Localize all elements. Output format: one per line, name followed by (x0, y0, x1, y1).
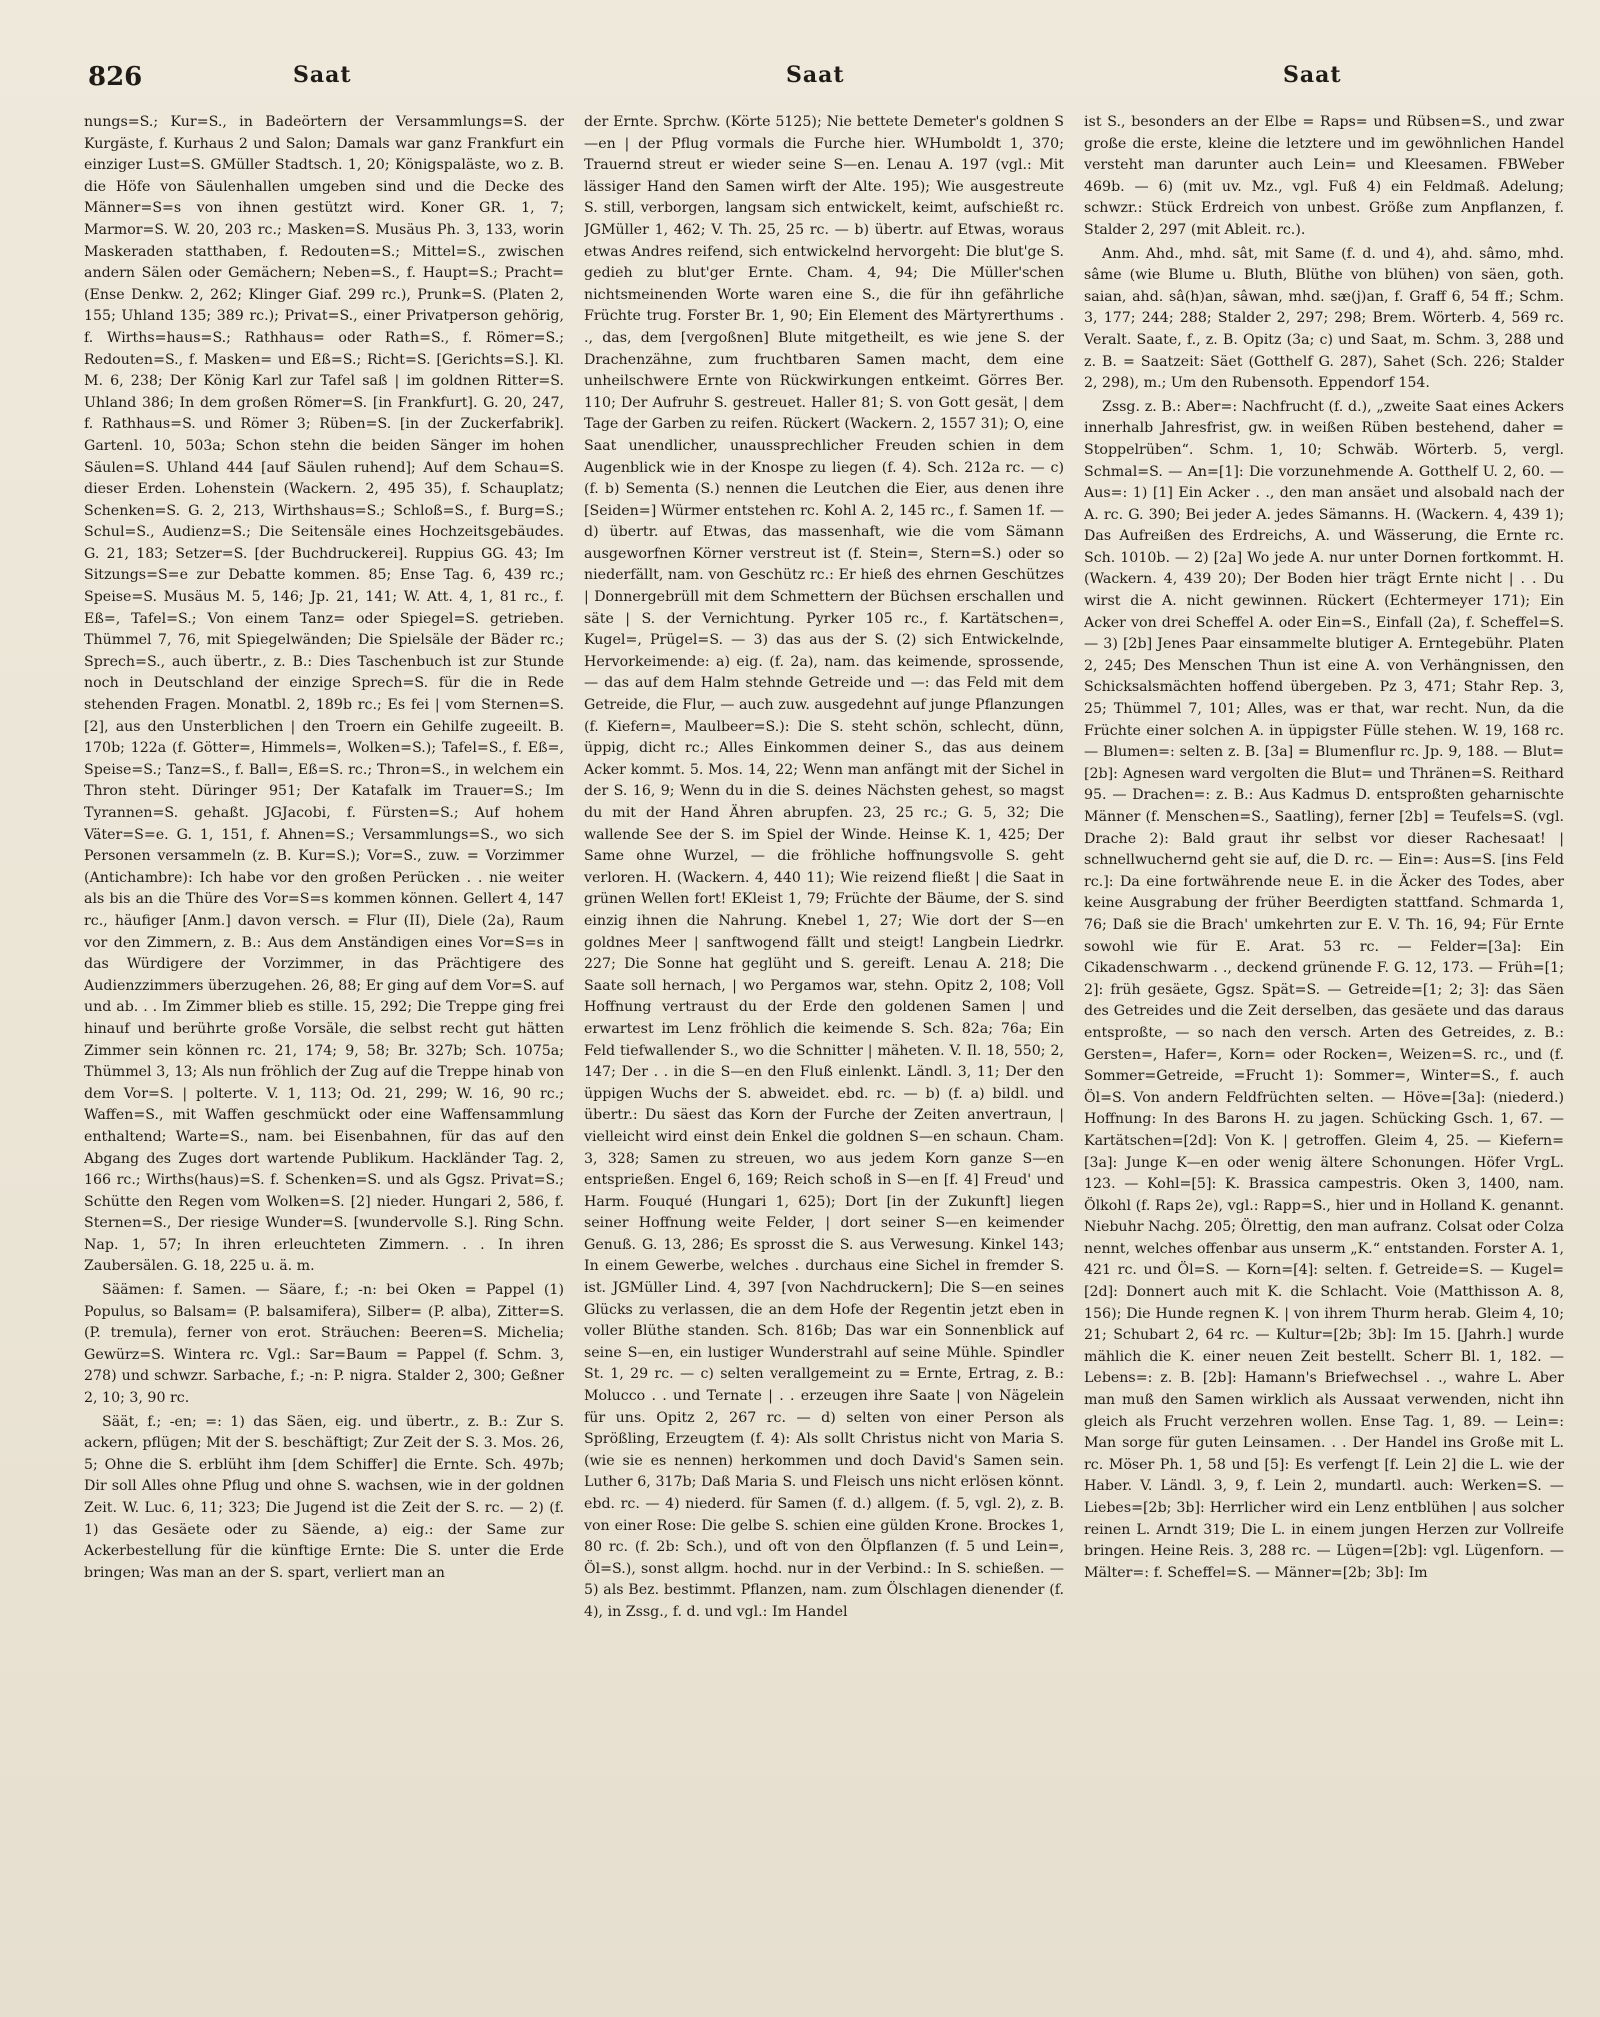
entry-saeamen: Säämen: f. Samen. — Säare, f.; -n: bei Oken = Pappel (1) Populus, so Balsam= (P. balsamifera), Silber= (P. alba), Zitter=S. (P. tremula), ferner von erot. Sträuchen: Beeren=S. Michelia; Gewürz=S. Wintera rc. Vgl.: Sar=Baum = Pappel (f. Schm. 3, 278) und schwzr. Sarbache, f.; -n: P. nigra. Stalder 2, 300; Geßner 2, 10; 3, 90 rc. (84, 1282, 564, 1407)
etymology-note: Anm. Ahd., mhd. sât, mit Same (f. d. und 4), ahd. sâmo, mhd. sâme (wie Blume u. Bluth, Blüthe von blühen) von säen, goth. saian, ahd. sâ(h)an, sâwan, mhd. sæ(j)an, f. Graff 6, 54 ff.; Schm. 3, 177; 244; 288; Stalder 2, 297; 298; Brem. Wörterb. 4, 569 rc. Veralt. Saate, f., z. B. Opitz (3a; c) und Saat, m. Schm. 3, 288 und z. B. = Saatzeit: Säet (Gotthelf G. 287), Sahet (Sch. 226; Stalder 2, 298), m.; Um den Rubensoth. Eppendorf 154. (1084, 245, 1564, 392)
column-left (84, 112, 564, 1987)
running-head-left: Saat (293, 62, 352, 88)
paragraph: ist S., besonders an der Elbe = Raps= und Rübsen=S., und zwar große die erste, kleine die letztere und im gewöhnlichen Handel versteht man darunter auch Lein= und Kleesamen. FBWeber 469b. — 6) (mit uv. Mz., vgl. Fuß 4) ein Feldmaß. Adelung; schwzr.: Stück Erdreich von unbest. Größe zum Anpflanzen, f. Stalder 2, 297 (mit Ableit. rc.). (1084, 114, 1564, 238)
page-number: 826 (88, 62, 143, 92)
paragraph: der Ernte. Sprchw. (Körte 5125); Nie bettete Demeter's goldnen S—en | der Pflug vormals die Furche hier. WHumboldt 1, 370; Trauernd streut er wieder seine S—en. Lenau A. 197 (vgl.: Mit lässiger Hand den Samen wirft der Alte. 195); Wie ausgestreute S. still, verborgen, langsam sich entwickelt, keimt, aufschießt rc. JGMüller 1, 462; V. Th. 25, 25 rc. — b) übertr. auf Etwas, woraus etwas Andres reifend, sich entwickelnd hervorgeht: Die blut'ge S. gedieh zu blut'ger Ernte. Cham. 4, 94; Die Müller'schen nichtsmeinenden Worte waren eine S., die für ihn gefährliche Früchte trug. Forster Br. 1, 90; Ein Element des Märtyrerthums . ., das, dem [vergoßnen] Blute mitgetheilt, es wie jene S. der Drachenzähne, zum fruchtbaren Samen macht, dem eine unheilschwere Ernte von Rückwirkungen entkeimt. Görres Ber. 110; Der Aufruhr S. gestreuet. Haller 81; S. von Gott gesät, | dem Tage der Garben zu reifen. Rückert (Wackern. 2, 1557 31); O, eine Saat unendlicher, unaussprechlicher Freuden schien in dem Augenblick wie in der Knospe zu liegen (f. 4). Sch. 212a rc. — c) (f. b) Sementa (S.) nennen die Leutchen die Eier, aus denen ihre [Seiden=] Würmer entstehen rc. Kohl A. 2, 145 rc., f. Samen 1f. — d) übertr. auf Etwas, das massenhaft, wie die vom Sämann ausgeworfnen Körner verstreut ist (f. Stein=, Stern=S.) oder so niederfällt, nam. von Geschütz rc.: Er hieß des ehrnen Geschützes | Donnergebrüll mit dem Schmettern der Büchsen erschallen und säte | S. der Vernichtung. Pyrker 105 rc., f. Kartätschen=, Kugel=, Prügel=S. — 3) das aus der S. (2) sich Entwickelnde, Hervorkeimende: a) eig. (f. 2a), nam. das keimende, sprossende, — das auf dem Halm stehnde Getreide und —: das Feld mit dem Getreide, die Flur, — auch zuw. ausgedehnt auf junge Pflanzungen (f. Kiefern=, Maulbeer=S.): Die S. steht schön, schlecht, dünn, üppig, dicht rc.; Alles Einkommen deiner S., das aus deinem Acker kommt. 5. Mos. 14, 22; Wenn man anfängt mit der Sichel in der S. 16, 9; Wenn du in die S. deines Nächsten gehest, so magst du mit der Hand Ähren abrupfen. 23, 25 rc.; G. 5, 32; Die wallende See der S. im Spiel der Winde. Heinse K. 1, 425; Der Same ohne Wurzel, — die fröhliche hoffnungsvolle S. geht verloren. H. (Wackern. 4, 440 11); Wie reizend fließt | die Saat in grünen Wellen fort! EKleist 1, 79; Früchte der Bäume, der S. sind einzig ihnen die Nahrung. Knebel 1, 27; Wie dort der S—en goldnes Meer | sanftwogend fällt und steigt! Langbein Liedrkr. 227; Die Sonne hat geglüht und S. gereift. Lenau A. 218; Die Saate soll hernach, | wo Pergamos war, stehn. Opitz 2, 108; Voll Hoffnung vertraust du der Erde den goldenen Samen | und erwartest im Lenz fröhlich die keimende S. Sch. 82a; 76a; Ein Feld tiefwallender S., wo die Schnitter | mäheten. V. Il. 18, 550; 2, 147; Der . . in die S—en den Fluß einlenkt. Ländl. 3, 11; Der den üppigen Wuchs der S. abweidet. ebd. rc. — b) (f. a) bildl. und übertr.: Du säest das Korn der Furche der Zeiten anvertraun, | vielleicht wird einst dein Enkel die goldnen S—en schaun. Cham. 3, 328; Samen zu streuen, wo aus jedem Korn ganze S—en entsprießen. Engel 6, 169; Reich schoß in S—en [f. 4] Freud' und Harm. Fouqué (Hungari 1, 625); Dort [in der Zukunft] liegen seiner Hoffnung weite Felder, | dort seiner S—en keimender Genuß. G. 13, 286; Es sprosst die S. aus Verwesung. Kinkel 143; In einem Gewerbe, welches . durchaus eine Sichel in fremder S. ist. JGMüller Lind. 4, 397 [von Nachdruckern]; Die S—en seines Glücks zu verlassen, die an dem Hofe der Regentin jetzt eben in voller Blüthe standen. Sch. 816b; Das war ein Sonnenblick auf seine S—en, ein lustiger Wunderstrahl auf seine Mühle. Spindler St. 1, 29 rc. — c) selten verallgemeint zu = Ernte, Ertrag, z. B.: Molucco . . und Ternate | . . erzeugen ihre Saate | von Nägelein für uns. Opitz 2, 267 rc. — d) selten von einer Person als Sprößling, Erzeugtem (f. 4): Als sollt Christus nicht von Maria S. (wie sie es nennen) herkommen und doch David's Samen sein. Luther 6, 317b; Daß Maria S. und Fleisch uns nicht erlösen könnt. ebd. rc. — 4) niederd. für Samen (f. d.) allgem. (f. 5, vgl. 2), z. B. von einer Rose: Die gelbe S. schien eine gülden Krone. Brockes 1, 80 rc. (f. 2b: Sch.), und oft von den Ölpflanzen (f. 5 und Lein=, Öl=S.), sonst allgm. hochd. nur in der Verbind.: In S. schießen. — 5) als Bez. bestimmt. Pflanzen, nam. zum Ölschlagen dienender (f. 4), in Zssg., f. d. und vgl.: Im Handel (584, 114, 1064, 1620)
column-middle (584, 112, 1064, 1987)
text-columns (84, 112, 1564, 1987)
paragraph: nungs=S.; Kur=S., in Badeörtern der Versammlungs=S. der Kurgäste, f. Kurhaus 2 und Salon; Damals war ganz Frankfurt ein einziger Lust=S. GMüller Stadtsch. 1, 20; Königspaläste, wo z. B. die Höfe von Säulenhallen umgeben sind und die Decke des Männer=S=s von ihnen gestützt wird. Koner GR. 1, 7; Marmor=S. W. 20, 203 rc.; Masken=S. Musäus Ph. 3, 133, worin Maskeraden statthaben, f. Redouten=S.; Mittel=S., zwischen andern Sälen oder Gemächern; Neben=S., f. Haupt=S.; Pracht=(Ense Denkw. 2, 262; Klinger Giaf. 299 rc.), Prunk=S. (Platen 2, 155; Uhland 135; 389 rc.); Privat=S., einer Privatperson gehörig, f. Wirths=haus=S.; Rathhaus= oder Rath=S., f. Römer=S.; Redouten=S., f. Masken= und Eß=S.; Richt=S. [Gerichts=S.]. Kl. M. 6, 238; Der König Karl zur Tafel saß | im goldnen Ritter=S. Uhland 386; In dem großen Römer=S. [in Frankfurt]. G. 20, 247, f. Rathhaus=S. und Römer 3; Rüben=S. [in der Zuckerfabrik]. Gartenl. 10, 503a; Schon stehn die beiden Sänger im hohen Säulen=S. Uhland 444 [auf Säulen ruhend]; Auf dem Schau=S. dieser Erden. Lohenstein (Wackern. 2, 495 35), f. Schauplatz; Schenken=S. G. 2, 213, Wirthshaus=S.; Schloß=S., f. Burg=S.; Schul=S., Audienz=S.; Die Seitensäle eines Hochzeitsgebäudes. G. 21, 183; Setzer=S. [der Buchdruckerei]. Ruppius GG. 43; Im Sitzungs=S=e zur Debatte kommen. 85; Ense Tag. 6, 439 rc.; Speise=S. Musäus M. 5, 146; Jp. 21, 141; W. Att. 4, 1, 81 rc., f. Eß=, Tafel=S.; Von einem Tanz= oder Spiegel=S. getrieben. Thümmel 7, 76, mit Spiegelwänden; Die Spielsäle der Bäder rc.; Sprech=S., auch übertr., z. B.: Dies Taschenbuch ist zur Stunde noch in Deutschland der einzige Sprech=S. für die in Rede stehenden Fragen. Monatbl. 2, 189b rc.; Es fei | vom Sternen=S. [2], aus den Unsterblichen | den Troern ein Gehilfe zugeeilt. B. 170b; 122a (f. Götter=, Himmels=, Wolken=S.); Tafel=S., f. Eß=, Speise=S.; Tanz=S., f. Ball=, Eß=S. rc.; Thron=S., in welchem ein Thron steht. Düringer 951; Der Katafalk im Trauer=S.; Im Tyrannen=S. gehaßt. JGJacobi, f. Fürsten=S.; Auf hohem Väter=S=e. G. 1, 151, f. Ahnen=S.; Versammlungs=S., wo sich Personen versammeln (z. B. Kur=S.); Vor=S., zuw. = Vorzimmer (Antichambre): Ich habe vor den großen Perücken . . nie weiter als bis an die Thüre des Vor=S=s kommen können. Gellert 4, 147 rc., häufiger [Anm.] davon versch. = Flur (II), Diele (2a), Raum vor den Zimmern, z. B.: Aus dem Anständigen eines Vor=S=s in das Würdigere der Vorzimmer, in das Prächtigere des Audienzzimmers überzugehen. 26, 88; Er ging auf dem Vor=S. auf und ab. . . Im Zimmer blieb es stille. 15, 292; Die Treppe ging frei hinauf und berührte große Vorsäle, die selbst recht gut hätten Zimmer sein können rc. 21, 174; 9, 58; Br. 327b; Sch. 1075a; Thümmel 3, 13; Als nun fröhlich der Zug auf die Treppe hinab von dem Vor=S. | polterte. V. 1, 113; Od. 21, 299; W. 16, 90 rc.; Waffen=S., mit Waffen geschmückt oder eine Waffensammlung enthaltend; Warte=S., nam. bei Eisenbahnen, für das auf den Abgang des Zuges dort wartende Publikum. Hackländer Tag. 2, 166 rc.; Wirths(haus)=S. f. Schenken=S. und als Ggsz. Privat=S.; Schütte den Regen vom Wolken=S. [2] nieder. Hungari 2, 586, f. Sternen=S., Der riesige Wunder=S. [wundervolle S.]. Ring Schn. Nap. 1, 57; In ihren erleuchteten Zimmern. . . In ihren Zaubersälen. G. 18, 225 u. ä. m. (84, 114, 564, 1275)
page-header (88, 62, 1560, 98)
running-head-right: Saat (1283, 62, 1342, 88)
running-head-middle: Saat (786, 62, 845, 88)
column-right (1084, 112, 1564, 1987)
compounds-section: Zssg. z. B.: Aber=: Nachfrucht (f. d.), „zweite Saat eines Ackers innerhalb Jahresfrist, gw. in weißen Rüben bestehend, daher = Stoppelrüben“. Schm. 1, 10; Schwäb. Wörterb. 5, vergl. Schmal=S. — An=[1]: Die vorzunehmende A. Gotthelf U. 2, 60. — Aus=: 1) [1] Ein Acker . ., den man ansäet und alsobald nach der A. rc. G. 390; Bei jeder A. jedes Sämanns. H. (Wackern. 4, 439 1); Das Aufreißen des Erdreichs, A. und Wässerung, die Ernte rc. Sch. 1010b. — 2) [2a] Wo jede A. nur unter Dornen fortkommt. H. (Wackern. 4, 439 20); Der Boden hier trägt Ernte nicht | . . Du wirst die A. nicht gewinnen. Rückert (Echtermeyer 171); Ein Acker von drei Scheffel A. oder Ein=S., Einfall (2a), f. Scheffel=S. — 3) [2b] Jenes Paar einsammelte blutiger A. Erntegebühr. Platen 2, 245; Des Menschen Thun ist eine A. von Verhängnissen, den Schicksalsmächten hoffend übergeben. Pz 3, 471; Stahr Rep. 3, 25; Thümmel 7, 101; Alles, was er that, war recht. Nun, da die Früchte einer solchen A. in üppigster Fülle stehen. W. 19, 168 rc. — Blumen=: selten z. B. [3a] = Blumenflur rc. Jp. 9, 188. — Blut=[2b]: Agnesen ward vergolten die Blut= und Thränen=S. Reithard 95. — Drachen=: z. B.: Aus Kadmus D. entsproßten geharnischte Männer (f. Menschen=S., Saatling), ferner [2b] = Teufels=S. (vgl. Drache 2): Bald graut ihr selbst vor dieser Rachesaat! | schnellwuchernd geht sie auf, die D. rc. — Ein=: Aus=S. [ins Feld rc.]: Da eine fortwährende neue E. in die Äcker des Todes, aber keine Ausgrabung der früher Beerdigten stattfand. Schmarda 1, 76; Daß sie die Brach' umkehrten zur E. V. Th. 16, 94; Für Ernte sowohl wie für E. Arat. 53 rc. — Felder=[3a]: Ein Cikadenschwarm . ., deckend grünende F. G. 12, 173. — Früh=[1; 2]: früh gesäete, Ggsz. Spät=S. — Getreide=[1; 2; 3]: das Säen des Getreides und die Zeit derselben, das gesäete und das daraus entsproßte, — so nach den versch. Arten des Getreides, z. B.: Gersten=, Hafer=, Korn= oder Rocken=, Weizen=S. rc., und (f. Sommer=Getreide, =Frucht 1): Sommer=, Winter=S., f. auch Öl=S. Von andern Feldfrüchten selten. — Höve=[3a]: (niederd.) Hoffnung: In des Barons H. zu jagen. Schücking Gsch. 1, 67. — Kartätschen=[2d]: Von K. | getroffen. Gleim 4, 25. — Kiefern=[3a]: Junge K—en oder wenig ältere Schonungen. Höfer VrgL. 123. — Kohl=[5]: K. Brassica campestris. Oken 3, 1400, nam. Ölkohl (f. Raps 2e), vgl.: Rapp=S., hier und in Holland K. genannt. Niebuhr Nachg. 205; Ölrettig, den man aufranz. Colsat oder Colza nennt, welches offenbar aus unserm „K.“ entstanden. Forster A. 1, 421 rc. und Öl=S. — Korn=[4]: selten. f. Getreide=S. — Kugel=[2d]: Donnert auch mit K. die Schlacht. Voie (Matthisson A. 8, 156); Die Hunde regnen K. | von ihrem Thurm herab. Gleim 4, 10; 21; Schubart 2, 64 rc. — Kultur=[2b; 3b]: Im 15. [Jahrh.] wurde mählich die K. einer neuen Zeit bestellt. Scherr Bl. 1, 182. — Lebens=: z. B. [2b]: Hamann's Briefwechsel . ., wahre L. Aber man muß den Samen wirklich als Aussaat verwenden, nicht ihn gleich als Frucht verzehren wollen. Ense Tag. 1, 89. — Lein=: Man sorge für guten Leinsamen. . . Der Handel ins Große mit L. rc. Möser Ph. 1, 58 und [5]: Es verfengt [f. Lein 2] die L. wie der Haber. V. Ländl. 3, 9, f. Lein 2, mundartl. auch: Werken=S. — Liebes=[2b; 3b]: Herrlicher wird ein Lenz entblühen | aus solcher reinen L. Arndt 319; Die L. in einem jungen Herzen zur Vollreife bringen. Heine Reis. 3, 288 rc. — Lügen=[2b]: vgl. Lügenforn. — Mälter=: f. Scheffel=S. — Männer=[2b; 3b]: Im (1084, 398, 1564, 1581)
entry-saat: Säät, f.; -en; =: 1) das Säen, eig. und übertr., z. B.: Zur S. ackern, pflügen; Mit der S. beschäftigt; Zur Zeit der S. 3. Mos. 26, 5; Ohne die S. erblüht ihm [dem Schiffer] die Ernte. Sch. 497b; Dir soll Alles ohne Pflug und ohne S. wachsen, wie in der goldnen Zeit. W. Luc. 6, 11; 323; Die Jugend ist die Zeit der S. rc. — 2) (f. 1) das Gesäete oder zu Säende, a) eig.: der Same zur Ackerbestellung für die künftige Ernte: Die S. unter die Erde bringen; Was man an der S. spart, verliert man an (84, 1413, 564, 1581)
